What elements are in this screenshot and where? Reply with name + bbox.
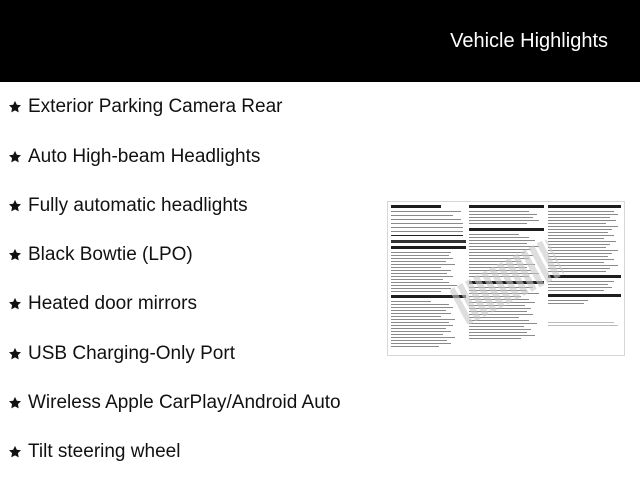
highlight-label: Exterior Parking Camera Rear — [28, 96, 283, 117]
highlight-item — [8, 191, 248, 221]
highlight-item — [8, 388, 341, 418]
highlight-label: Auto High-beam Headlights — [28, 146, 261, 167]
highlights-header — [0, 0, 640, 82]
highlight-label: Wireless Apple CarPlay/Android Auto — [28, 392, 341, 413]
highlight-item — [8, 142, 260, 172]
highlight-label: Fully automatic headlights — [28, 195, 248, 216]
highlight-label: Tilt steering wheel — [28, 441, 181, 462]
star-icon — [8, 199, 22, 213]
star-icon — [8, 248, 22, 262]
star-icon — [8, 297, 22, 311]
highlight-label: USB Charging-Only Port — [28, 343, 235, 364]
star-icon — [8, 347, 22, 361]
highlight-item — [8, 339, 235, 369]
highlight-label: Heated door mirrors — [28, 293, 197, 314]
highlight-item — [8, 437, 180, 467]
highlight-item — [8, 240, 193, 270]
window-sticker-image[interactable] — [387, 201, 625, 356]
star-icon — [8, 100, 22, 114]
highlight-item — [8, 289, 197, 319]
star-icon — [8, 445, 22, 459]
star-icon — [8, 396, 22, 410]
highlight-label: Black Bowtie (LPO) — [28, 244, 193, 265]
star-icon — [8, 150, 22, 164]
highlight-item — [8, 92, 282, 122]
header-title: Vehicle Highlights — [450, 30, 608, 52]
